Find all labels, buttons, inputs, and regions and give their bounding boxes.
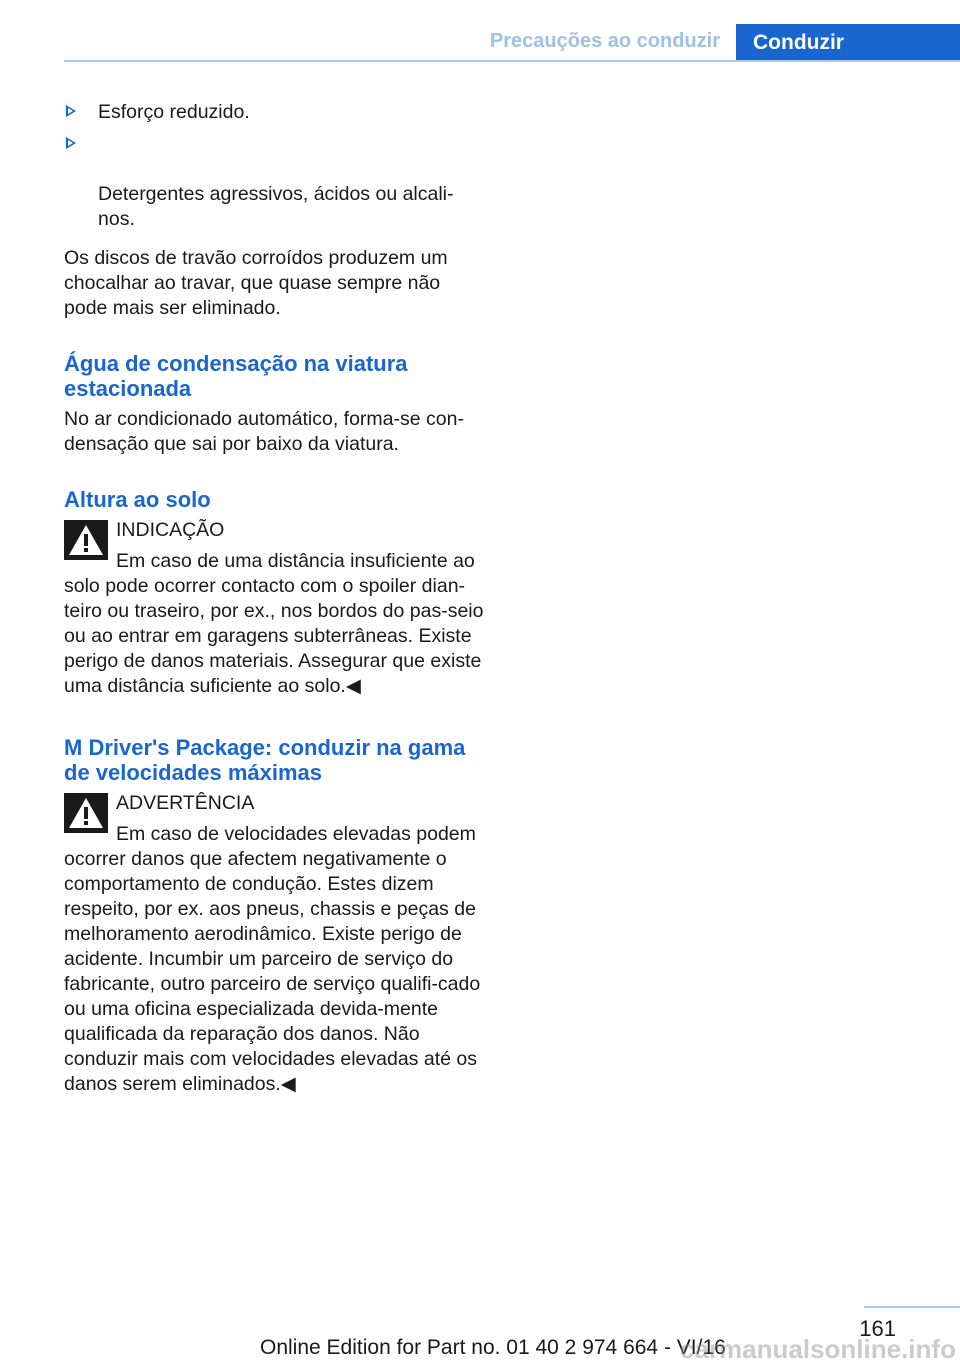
chapter-tab: Conduzir (736, 24, 960, 62)
heading-m-drivers-package: M Driver's Package: conduzir na gama de velocidades máximas (64, 735, 466, 785)
heading-ground-clearance: Altura ao solo (64, 487, 211, 512)
warning-label: ADVERTÊNCIA (116, 792, 255, 814)
list-item (64, 100, 484, 125)
notice-label: INDICAÇÃO (116, 519, 225, 541)
notice-text-first-line: Em caso de uma distância insuficiente ao (116, 550, 475, 572)
page-number: 161 (859, 1316, 896, 1341)
footer-rule (864, 1306, 960, 1308)
bullet-triangle-icon (66, 105, 76, 117)
bullet-triangle-icon (66, 137, 76, 149)
warning-triangle-icon (64, 793, 108, 833)
warning-triangle-icon (64, 520, 108, 560)
main-column (64, 100, 484, 1097)
notice-block (64, 518, 484, 699)
condensation-paragraph: No ar condicionado automático, forma-se con‐densação que sai por baixo da viatura. (64, 408, 464, 455)
warning-text: ocorrer danos que afectem negativamente o comportamento de condução. Estes dizem respeito, por ex. aos pneus, chassis e peças de melhoramento aerodinâmico. Existe perigo de acidente. Incumbir um parceiro de serviço do fabricante, outro parceiro de serviço qualifi‐cado ou uma oficina especializada devida‐mente qualificada da reparação dos danos. Não conduzir mais com velocidades elevadas até os danos serem eliminados.◀ (64, 848, 481, 1095)
watermark: carmanualsonline.info (680, 1334, 956, 1364)
edition-line: Online Edition for Part no. 01 40 2 974 664 - VI/16 (260, 1336, 726, 1359)
notice-text: solo pode ocorrer contacto com o spoiler dian‐teiro ou traseiro, por ex., nos bordos do pas‐seio ou ao entrar em garagens subterrâneas. Existe perigo de danos materiais. Assegurar que existe uma distância suficiente ao solo.◀ (64, 575, 484, 697)
list-item-text: Detergentes agressivos, ácidos ou alcali‐ nos. (98, 183, 454, 230)
warning-text-first-line: Em caso de velocidades elevadas podem (116, 823, 476, 845)
header-rule (64, 60, 960, 62)
warning-block (64, 791, 484, 1097)
brake-disc-paragraph: Os discos de travão corroídos produzem um chocalhar ao travar, que quase sempre não pode mais ser eliminado. (64, 247, 448, 319)
heading-condensation: Água de condensação na viatura estacionada (64, 351, 408, 401)
section-title: Precauções ao conduzir (489, 30, 720, 52)
list-item-text: Esforço reduzido. (98, 101, 250, 123)
list-item (64, 132, 484, 232)
